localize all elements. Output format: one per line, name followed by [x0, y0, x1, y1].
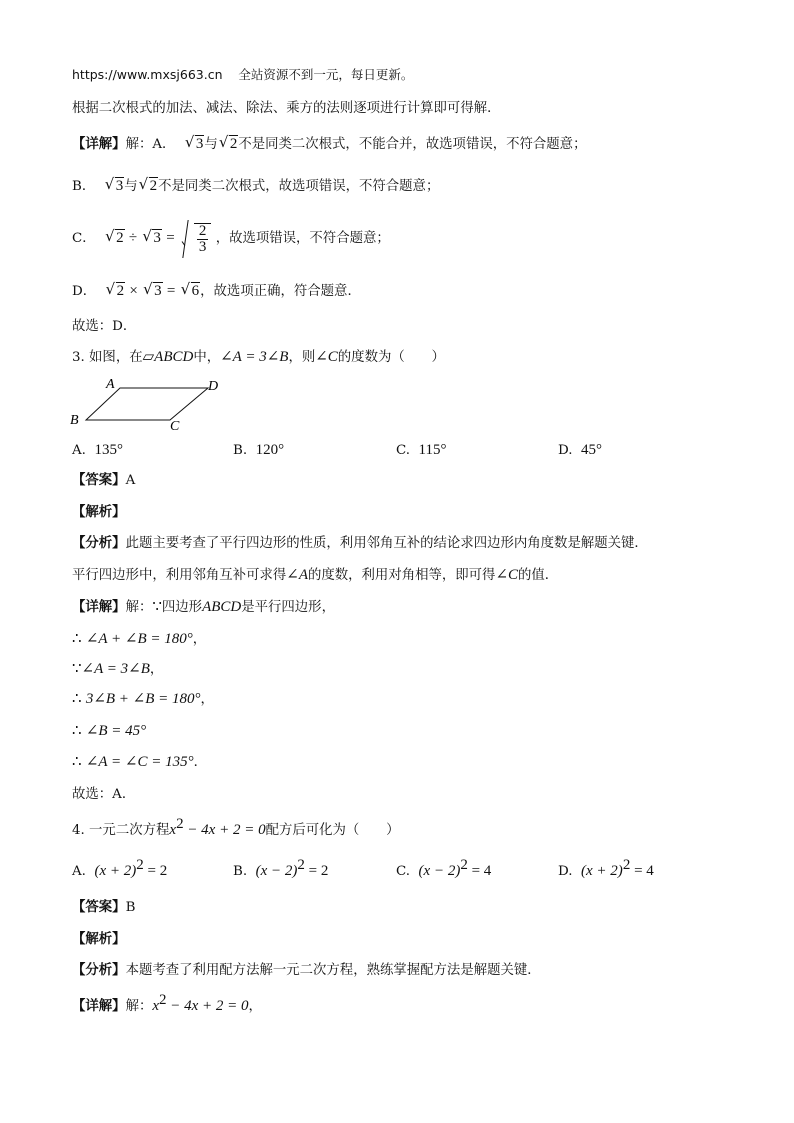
sqrt-3: √ 3: [186, 135, 205, 153]
q3-option-c[interactable]: C. 115°: [396, 442, 447, 458]
q3-step-4: ∴ ∠B = 45°: [72, 723, 147, 739]
vertex-label-a: A: [106, 377, 115, 392]
q3-step-3: ∴ 3∠B + ∠B = 180°，: [72, 691, 214, 707]
q4-option-d[interactable]: D. $(x + 2)^2 = 4$: [558, 857, 654, 879]
q3-stem: 3. 如图，在▱ABCD中，∠A = 3∠B，则∠C的度数为（ ）: [72, 349, 445, 365]
q3-fenxi: 【分析】此题主要考查了平行四边形的性质，利用邻角互补的结论求四边形内角度数是解题关键．: [72, 536, 648, 551]
q3-choose: 故选：A．: [72, 787, 136, 802]
sqrt-2: √ 2: [107, 282, 126, 300]
q3-option-a[interactable]: A. 135°: [72, 442, 123, 458]
sqrt-fraction: $\frac{2}{3}$: [182, 221, 212, 257]
q3-fenxi-2: 平行四边形中，利用邻角互补可求得∠A的度数，利用对角相等，即可得∠C的值．: [72, 567, 559, 583]
sqrt-3: √ 3: [144, 282, 163, 300]
q4-fenxi: 【分析】本题考查了利用配方法解一元二次方程，熟练掌握配方法是解题关键．: [72, 963, 541, 978]
site-slogan: 全站资源不到一元，每日更新。: [238, 67, 414, 82]
parallelogram-figure: [70, 372, 230, 434]
sqrt-6: √ 6: [182, 282, 201, 300]
vertex-label-c: C: [170, 419, 180, 434]
detail-tag: 【详解】: [72, 137, 126, 152]
site-url[interactable]: https://www.mxsj663.cn: [72, 67, 223, 82]
q4-answer: 【答案】B: [72, 900, 136, 915]
vertex-label-d: D: [208, 379, 219, 394]
q4-analysis-tag: 【解析】: [72, 932, 126, 947]
q4-option-b[interactable]: B. $(x - 2)^2 = 2$: [233, 857, 329, 879]
sqrt-2: √ 2: [106, 220, 125, 256]
q3-step-1: ∴ ∠A + ∠B = 180°，: [72, 631, 207, 647]
q2-option-b-detail: B． √ 3与√ 2不是同类二次根式，故选项错误，不符合题意；: [72, 177, 439, 196]
q4-option-a[interactable]: A. $(x + 2)^2 = 2$: [72, 857, 168, 879]
q4-option-c[interactable]: C. $(x - 2)^2 = 4$: [396, 857, 492, 879]
parallelogram-shape: [86, 388, 208, 420]
q2-option-a-detail: 【详解】解：A． √ 3与√ 2不是同类二次根式，不能合并，故选项错误，不符合题意；: [72, 135, 586, 154]
sqrt-2: √ 2: [220, 135, 239, 153]
q2-choose: 故选：D．: [72, 319, 137, 334]
sqrt-3: √ 3: [143, 220, 162, 256]
page-header: [72, 66, 413, 84]
q2-intro: 根据二次根式的加法、减法、除法、乘方的法则逐项进行计算即可得解．: [72, 101, 501, 116]
q3-answer: 【答案】A: [72, 473, 136, 488]
q2-option-d-detail: D． √ 2 × √ 3 = √ 6，故选项正确，符合题意．: [72, 282, 361, 301]
q3-analysis-tag: 【解析】: [72, 505, 126, 520]
q4-detail: 【详解】解：$x^2 - 4x + 2 = 0$，: [72, 992, 262, 1014]
q2-option-c-detail: C． √ 2 ÷ √ 3 = $\frac{2}{3}$ ，故选项错误，不符合题意；: [72, 220, 390, 257]
q3-detail: 【详解】解：∵四边形ABCD是平行四边形，: [72, 599, 335, 615]
q3-option-b[interactable]: B. 120°: [233, 442, 285, 458]
sqrt-2: √ 2: [140, 177, 159, 195]
q3-step-5: ∴ ∠A = ∠C = 135°．: [72, 754, 207, 770]
vertex-label-b: B: [70, 413, 79, 428]
sqrt-3: √ 3: [106, 177, 125, 195]
q4-stem: 4. 一元二次方程$x^2 - 4x + 2 = 0$配方后可化为（ ）: [72, 816, 400, 838]
q3-step-2: ∵∠A = 3∠B，: [72, 661, 164, 677]
q3-option-d[interactable]: D. 45°: [558, 442, 603, 458]
